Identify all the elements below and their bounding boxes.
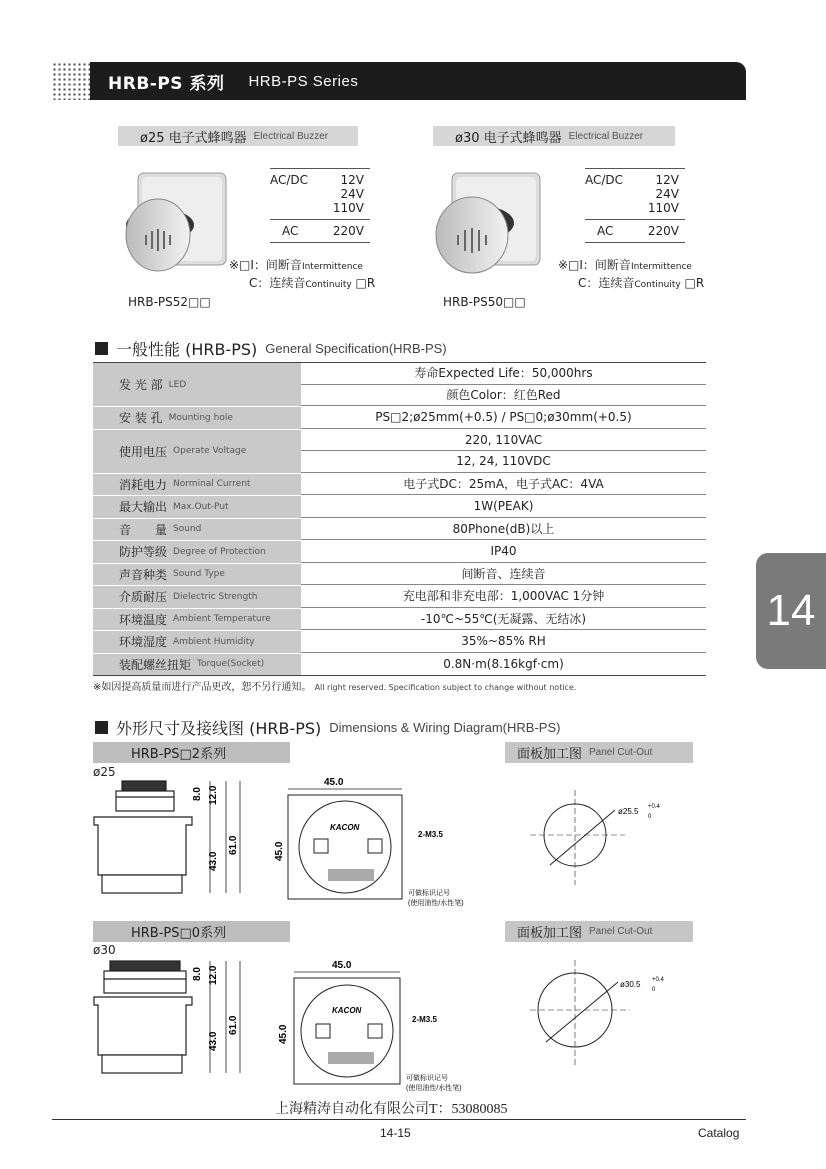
note-30: ※□I：间断音Intermittence C：连续音Continuity □R (558, 258, 705, 290)
dim-61-1: 61.0 (228, 835, 239, 855)
spec-row: 消耗电力 Norminal Current 电子式DC：25mA，电子式AC：4VA (93, 474, 706, 497)
header-bar (90, 62, 746, 100)
hole-tol-2: +0.4 (652, 977, 664, 983)
brand-logo-1: KACON (330, 823, 360, 832)
spec-section-title: 一般性能 (HRB-PS) General Specification(HRB-PS) (95, 337, 447, 360)
page-number: 14-15 (380, 1126, 411, 1140)
series-head-1: HRB-PS□2系列 (93, 742, 290, 763)
hole-tol-2b: 0 (652, 987, 656, 993)
diameter-1: ø25 (93, 765, 116, 779)
catalog-label: Catalog (698, 1126, 740, 1140)
footer-divider (52, 1119, 746, 1120)
spec-row: 环境湿度 Ambient Humidity 35%~85% RH (93, 631, 706, 654)
spec-row: 发 光 部 LED 寿命Expected Life：50,000hrs 颜色Color：红色Red (93, 363, 706, 407)
dim-43-1: 43.0 (208, 851, 219, 871)
spec-row: 介质耐压 Dielectric Strength 充电部和非充电部：1,000VAC 1分钟 (93, 586, 706, 609)
marking-note-1b: (使用油性/水性笔) (408, 900, 464, 907)
spec-row: 安 装 孔 Mounting hole PS□2;ø25mm(+0.5) / PS□0;ø30mm(+0.5) (93, 407, 706, 430)
spec-row: 使用电压 Operate Voltage 220, 110VAC 12, 24, 110VDC (93, 430, 706, 474)
voltage-table-30: AC/DC 12V 24V 110V AC 220V (585, 168, 685, 243)
front-view-1 (272, 775, 502, 915)
dim-8-1: 8.0 (192, 787, 203, 801)
side-view-1 (90, 775, 260, 905)
dim-width-2: 45.0 (332, 960, 352, 971)
header-dot-pattern (52, 62, 90, 100)
dim-12-1: 12.0 (208, 785, 219, 805)
series-head-2: HRB-PS□0系列 (93, 921, 290, 942)
company-line: 上海精涛自动化有限公司T：53080085 (275, 1102, 508, 1117)
spec-row: 声音种类 Sound Type 间断音、连续音 (93, 564, 706, 587)
buzzer-25-image (118, 165, 230, 280)
note-25: ※□I：间断音Intermittence C：连续音Continuity □R (229, 258, 376, 290)
dim-width-1: 45.0 (324, 777, 344, 788)
dim-43-2: 43.0 (208, 1031, 219, 1051)
hole-tol-1: +0.4 (648, 804, 660, 810)
dim-height-2: 45.0 (278, 1024, 289, 1044)
hole-label-1: ø25.5 (618, 807, 639, 816)
model-30: HRB-PS50□□ (443, 295, 526, 309)
voltage-table-25: AC/DC 12V 24V 110V AC 220V (270, 168, 370, 243)
cutout-1 (530, 790, 690, 890)
front-view-2 (272, 958, 502, 1098)
screw-label-2: 2-M3.5 (412, 1015, 437, 1024)
dim-12-2: 12.0 (208, 965, 219, 985)
brand-logo-2: KACON (332, 1006, 362, 1015)
dim-61-2: 61.0 (228, 1015, 239, 1035)
marking-note-1: 可做标识记号 (408, 890, 450, 897)
hole-tol-1b: 0 (648, 814, 652, 820)
cutout-2 (530, 960, 690, 1070)
hole-label-2: ø30.5 (620, 980, 641, 989)
chapter-tab: 14 (756, 553, 826, 669)
screw-label-1: 2-M3.5 (418, 830, 443, 839)
spec-row: 音 量 Sound 80Phone(dB)以上 (93, 519, 706, 542)
dim-height-1: 45.0 (274, 841, 285, 861)
header-title: HRB-PS 系列 (108, 73, 225, 94)
dim-section-title: 外形尺寸及接线图 (HRB-PS) Dimensions & Wiring Diagram(HRB-PS) (95, 716, 560, 739)
marking-note-2b: (使用油性/水性笔) (406, 1085, 462, 1092)
product-label-25: ø25 电子式蜂鸣器 Electrical Buzzer (118, 126, 358, 146)
marking-note-2: 可做标识记号 (406, 1075, 448, 1082)
spec-row: 装配螺丝扭矩 Torque(Socket) 0.8N·m(8.16kgf·cm) (93, 654, 706, 676)
dim-8-2: 8.0 (192, 967, 203, 981)
spec-row: 最大输出 Max.Out-Put 1W(PEAK) (93, 496, 706, 519)
footnote: ※如因提高质量而进行产品更改，恕不另行通知。 All right reserved. Specification subject to change without notice. (93, 682, 577, 693)
spec-table (93, 362, 706, 676)
header-subtitle: HRB-PS Series (248, 72, 359, 90)
side-view-2 (90, 955, 260, 1087)
spec-row: 环境温度 Ambient Temperature -10℃~55℃(无凝露、无结冰) (93, 609, 706, 632)
model-25: HRB-PS52□□ (128, 295, 211, 309)
buzzer-30-image (432, 165, 544, 280)
product-label-30: ø30 电子式蜂鸣器 Electrical Buzzer (433, 126, 675, 146)
panel-head-1: 面板加工图 Panel Cut-Out (505, 742, 693, 763)
diameter-2: ø30 (93, 943, 116, 957)
panel-head-2: 面板加工图 Panel Cut-Out (505, 921, 693, 942)
spec-row: 防护等级 Degree of Protection IP40 (93, 541, 706, 564)
